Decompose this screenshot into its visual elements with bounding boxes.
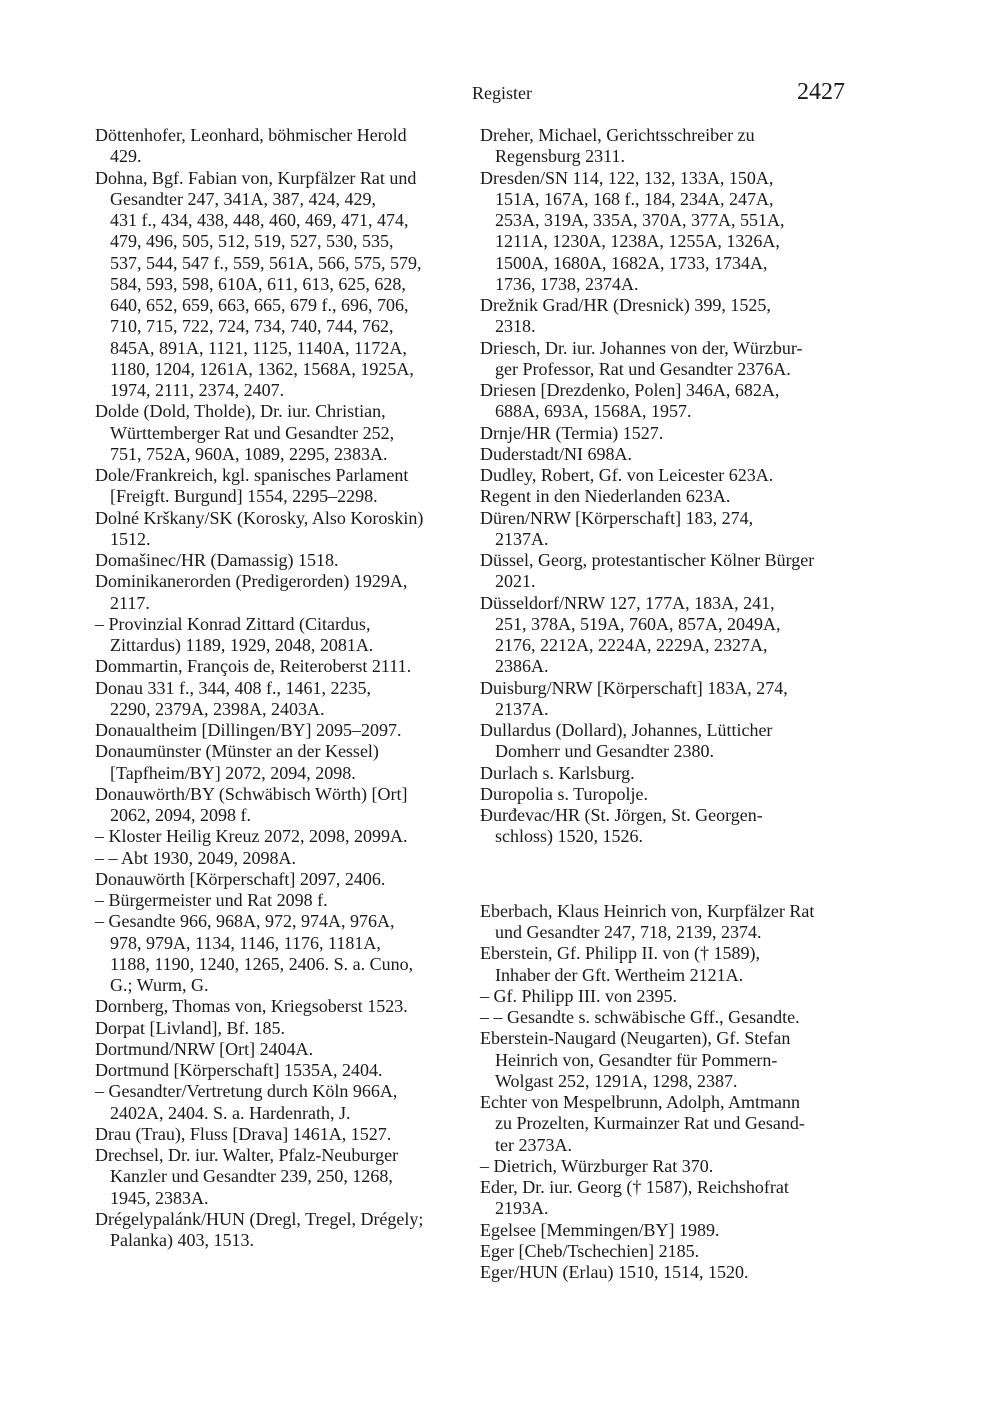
index-entry: Drau (Trau), Fluss [Drava] 1461A, 1527. [95, 1123, 392, 1144]
index-entry: Dudley, Robert, Gf. von Leicester 623A. [480, 465, 774, 485]
index-entry: Đurđevac/HR (St. Jörgen, St. Georgen- schloss) 1520, 1526. [480, 805, 763, 847]
index-entry: Echter von Mespelbrunn, Adolph, Amtmann zu Prozelten, Kurmainzer Rat und Gesand- ter 2373A. [480, 1092, 805, 1155]
index-entry: Dolné Krškany/SK (Korosky, Also Koroskin) 1512. [95, 507, 424, 549]
index-entry: Dornberg, Thomas von, Kriegsoberst 1523. [95, 996, 408, 1017]
index-entry: – Gf. Philipp III. von 2395. [480, 985, 677, 1006]
index-entry: Donaumünster (Münster an der Kessel) [Tapfheim/BY] 2072, 2094, 2098. [95, 741, 379, 783]
section-gap [480, 864, 850, 885]
index-entry: Dohna, Bgf. Fabian von, Kurpfälzer Rat und Gesandter 247, 341A, 387, 424, 429, 431 f., 434, 438, 448, 460, 469, 471, 474, 479, 496, 505, 512, 519, 527, 530, 535, 537, 544, 547 f., 559, 561A, 566, 575, 579, 584, 593, 598, 610A, 611, 613, 625, 628, 640, 652, 659, 663, 665, 679 f., 696, 706, 710, 715, 722, 724, 734, 740, 744, 762, 845A, 891A, 1121, 1125, 1140A, 1172A, 1180, 1204, 1261A, 1362, 1568A, 1925A, 1974, 2111, 2374, 2407. [95, 167, 422, 400]
index-entry: Domašinec/HR (Damassig) 1518. [95, 550, 339, 570]
index-entry: Driesen [Drezdenko, Polen] 346A, 682A, 688A, 693A, 1568A, 1957. [480, 380, 780, 422]
index-entry: Dortmund [Körperschaft] 1535A, 2404. [95, 1060, 383, 1080]
index-entry: Duisburg/NRW [Körperschaft] 183A, 274, 2137A. [480, 677, 788, 719]
index-entry: Düren/NRW [Körperschaft] 183, 274, 2137A. [480, 507, 754, 549]
index-entry: Eberstein-Naugard (Neugarten), Gf. Stefan Heinrich von, Gesandter für Pommern- Wolgast 252, 1291A, 1298, 2387. [480, 1028, 791, 1091]
index-entry: Dole/Frankreich, kgl. spanisches Parlament [Freigft. Burgund] 1554, 2295–2298. [95, 465, 409, 507]
index-entry: Dullardus (Dollard), Johannes, Lütticher Domherr und Gesandter 2380. [480, 720, 773, 762]
index-entry: – Gesandter/Vertretung durch Köln 966A, 2402A, 2404. S. a. Hardenrath, J. [95, 1081, 398, 1123]
index-column-left [95, 125, 465, 1251]
index-entry: Düsseldorf/NRW 127, 177A, 183A, 241, 251, 378A, 519A, 760A, 857A, 2049A, 2176, 2212A, 2224A, 2229A, 2327A, 2386A. [480, 592, 781, 677]
index-entry: Eberstein, Gf. Philipp II. von († 1589), Inhaber der Gft. Wertheim 2121A. [480, 943, 760, 985]
index-entry: Eger [Cheb/Tschechien] 2185. [480, 1240, 700, 1261]
running-head: Register [472, 83, 532, 103]
index-entry: – Bürgermeister und Rat 2098 f. [95, 890, 328, 910]
index-entry: Dreher, Michael, Gerichtsschreiber zu Regensburg 2311. [480, 125, 755, 167]
index-entry: Eger/HUN (Erlau) 1510, 1514, 1520. [480, 1262, 749, 1282]
index-entry: Donauwörth [Körperschaft] 2097, 2406. [95, 868, 386, 889]
index-entry: Düssel, Georg, protestantischer Kölner Bürger 2021. [480, 550, 815, 592]
index-entry: Drnje/HR (Termia) 1527. [480, 422, 664, 443]
index-entry: – Kloster Heilig Kreuz 2072, 2098, 2099A. [95, 826, 408, 847]
index-entry: – – Abt 1930, 2049, 2098A. [95, 847, 297, 868]
index-column-right [480, 125, 850, 1283]
index-entry: Duderstadt/NI 698A. [480, 443, 632, 464]
index-entry: Donaualtheim [Dillingen/BY] 2095–2097. [95, 720, 402, 740]
index-entry: Drégelypalánk/HUN (Dregl, Tregel, Drégely; Palanka) 403, 1513. [95, 1208, 424, 1250]
index-entry: Drechsel, Dr. iur. Walter, Pfalz-Neuburger Kanzler und Gesandter 239, 250, 1268, 1945, 2383A. [95, 1145, 399, 1208]
index-entry: – – Gesandte s. schwäbische Gff., Gesandte. [480, 1007, 800, 1027]
index-entry: Donau 331 f., 344, 408 f., 1461, 2235, 2290, 2379A, 2398A, 2403A. [95, 677, 371, 719]
index-entry: Egelsee [Memmingen/BY] 1989. [480, 1219, 720, 1240]
index-entry: Durlach s. Karlsburg. [480, 762, 635, 783]
page-number: 2427 [797, 79, 845, 105]
index-entry: Eberbach, Klaus Heinrich von, Kurpfälzer Rat und Gesandter 247, 718, 2139, 2374. [480, 900, 815, 942]
index-entry: Regent in den Niederlanden 623A. [480, 486, 731, 507]
index-entry: Dominikanerorden (Predigerorden) 1929A, 2117. [95, 571, 408, 613]
index-entry: Driesch, Dr. iur. Johannes von der, Würzbur- ger Professor, Rat und Gesandter 2376A. [480, 337, 803, 379]
index-entry: Dresden/SN 114, 122, 132, 133A, 150A, 151A, 167A, 168 f., 184, 234A, 247A, 253A, 319A, 335A, 370A, 377A, 551A, 1211A, 1230A, 1238A, 1255A, 1326A, 1500A, 1680A, 1682A, 1733, 1734A, 1736, 1738, 2374A. [480, 167, 785, 294]
index-entry: – Dietrich, Würzburger Rat 370. [480, 1155, 714, 1176]
index-entry: Dolde (Dold, Tholde), Dr. iur. Christian, Württemberger Rat und Gesandter 252, 751, 752A, 960A, 1089, 2295, 2383A. [95, 401, 395, 464]
index-entry: – Provinzial Konrad Zittard (Citardus, Zittardus) 1189, 1929, 2048, 2081A. [95, 613, 374, 655]
index-entry: Döttenhofer, Leonhard, böhmischer Herold 429. [95, 125, 407, 167]
index-entry: Donauwörth/BY (Schwäbisch Wörth) [Ort] 2062, 2094, 2098 f. [95, 783, 408, 825]
index-entry: Duropolia s. Turopolje. [480, 783, 649, 804]
index-entry: Dortmund/NRW [Ort] 2404A. [95, 1038, 314, 1059]
index-entry: Drežnik Grad/HR (Dresnick) 399, 1525, 2318. [480, 295, 771, 337]
index-entry: – Gesandte 966, 968A, 972, 974A, 976A, 978, 979A, 1134, 1146, 1176, 1181A, 1188, 1190, 1240, 1265, 2406. S. a. Cuno, G.; Wurm, G. [95, 911, 414, 995]
index-entry: Eder, Dr. iur. Georg († 1587), Reichshofrat 2193A. [480, 1177, 789, 1219]
index-entry: Dommartin, François de, Reiteroberst 2111. [95, 656, 412, 677]
index-entry: Dorpat [Livland], Bf. 185. [95, 1017, 285, 1038]
